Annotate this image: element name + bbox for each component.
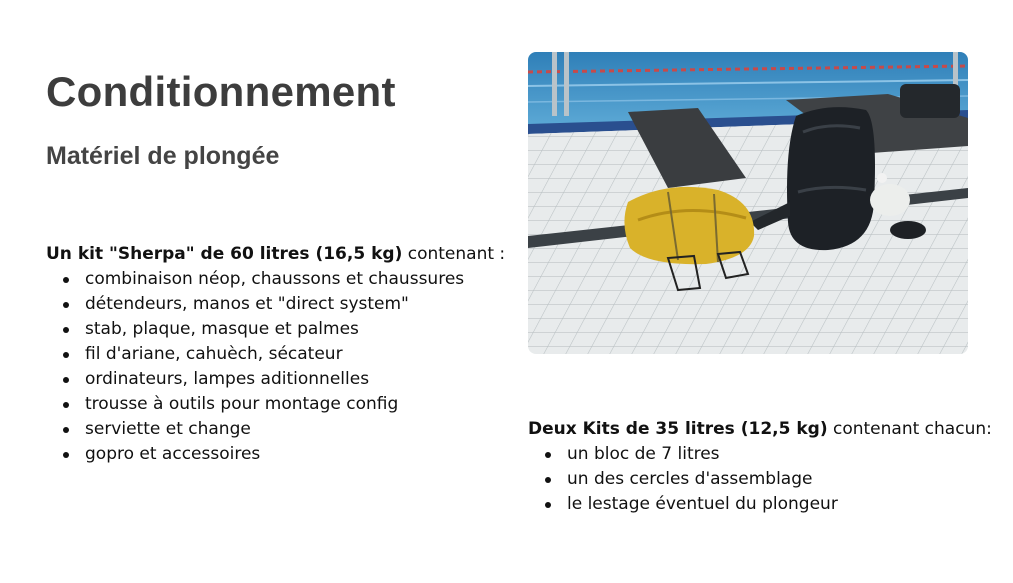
kit-35l-heading-rest: contenant chacun:	[827, 419, 992, 439]
page-subtitle: Matériel de plongée	[46, 142, 280, 170]
dive-gear-photo	[528, 52, 968, 354]
kit-35l-list	[528, 442, 992, 517]
kit-sherpa-heading-rest: contenant :	[402, 244, 506, 264]
list-item: un bloc de 7 litres	[528, 442, 992, 467]
kit-sherpa-heading-bold: Un kit "Sherpa" de 60 litres (16,5 kg)	[46, 244, 403, 264]
kit-35l-heading-bold: Deux Kits de 35 litres (12,5 kg)	[528, 419, 828, 439]
list-item: ordinateurs, lampes aditionnelles	[46, 367, 505, 392]
kit-sherpa-section	[46, 242, 505, 467]
list-item: un des cercles d'assemblage	[528, 467, 992, 492]
list-item: combinaison néop, chaussons et chaussures	[46, 267, 505, 292]
list-item: détendeurs, manos et "direct system"	[46, 292, 505, 317]
kit-sherpa-heading	[46, 242, 505, 267]
kit-sherpa-list	[46, 267, 505, 467]
list-item: gopro et accessoires	[46, 442, 505, 467]
kit-35l-section	[528, 417, 992, 517]
list-item: stab, plaque, masque et palmes	[46, 317, 505, 342]
list-item: trousse à outils pour montage config	[46, 392, 505, 417]
kit-35l-heading	[528, 417, 992, 442]
black-bag	[787, 107, 875, 250]
white-helmet	[870, 184, 910, 216]
list-item: fil d'ariane, cahuèch, sécateur	[46, 342, 505, 367]
list-item: le lestage éventuel du plongeur	[528, 492, 992, 517]
page-title: Conditionnement	[46, 68, 396, 115]
list-item: serviette et change	[46, 417, 505, 442]
